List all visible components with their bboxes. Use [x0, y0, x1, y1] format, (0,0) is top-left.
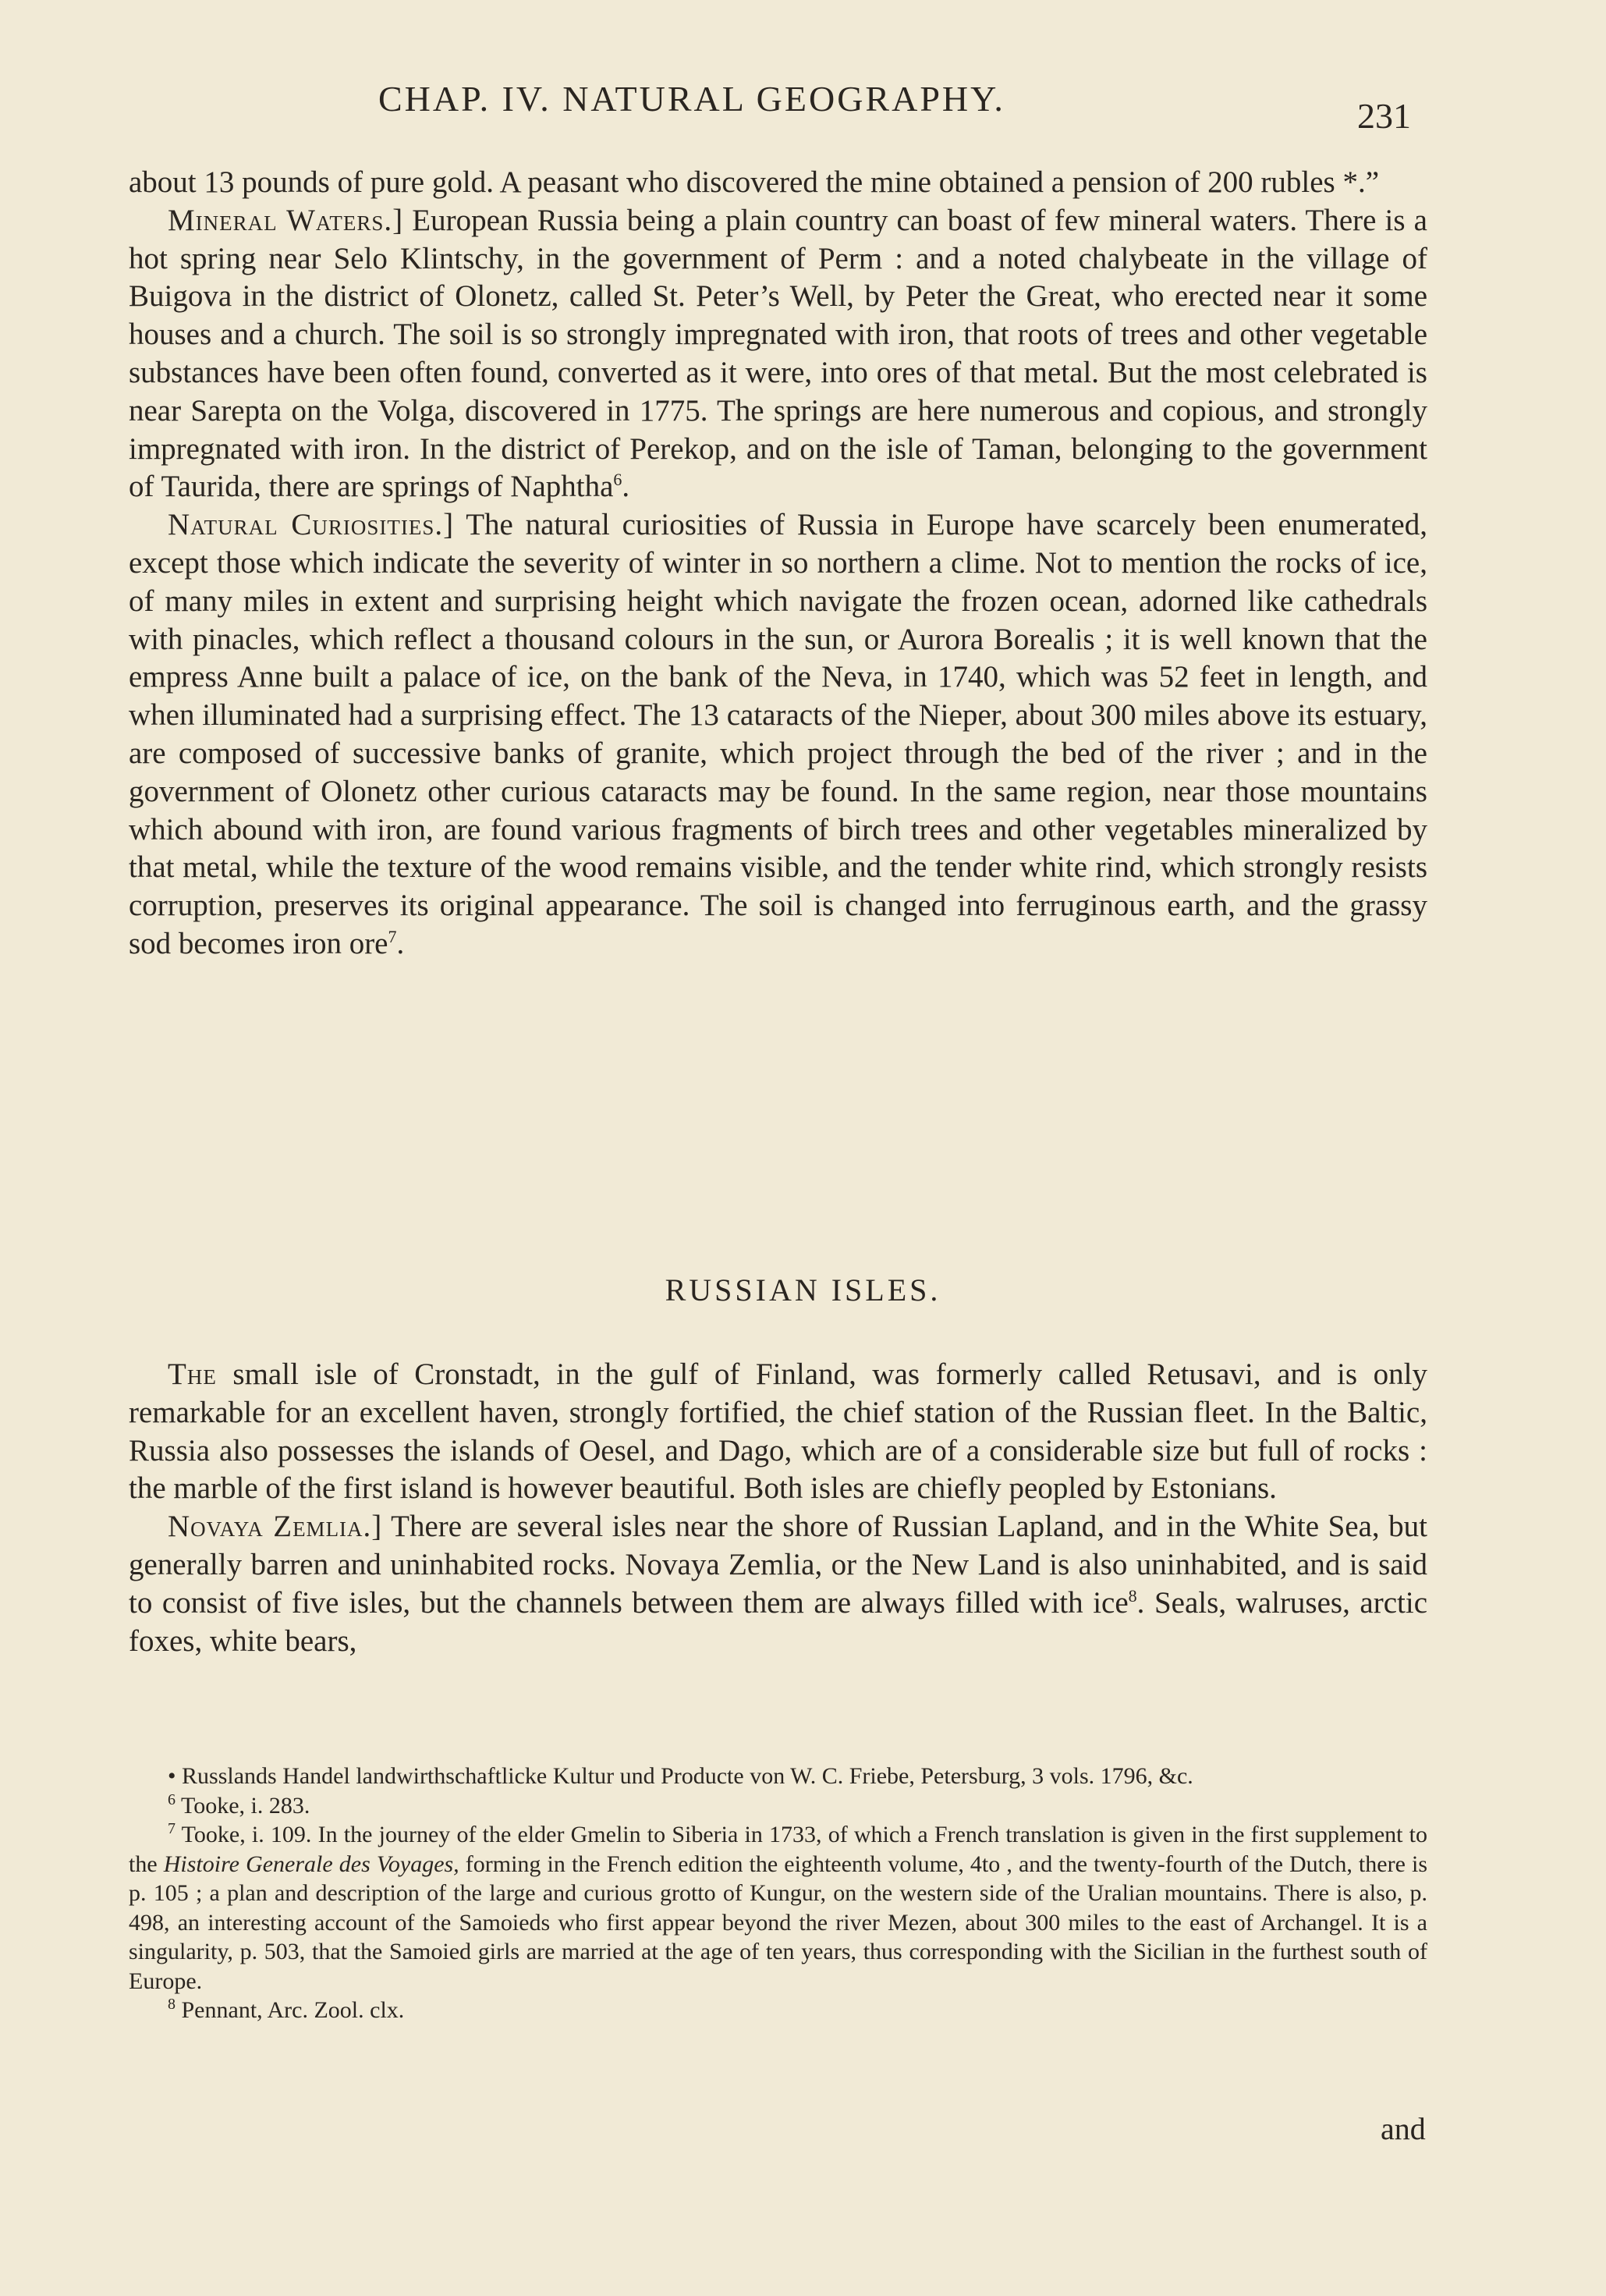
main-text	[129, 164, 1427, 963]
footnote-text: Tooke, i. 109. In the journey of the elder Gmelin to Siberia in 1733, of which a French translation is given in the first supplement to the	[129, 1822, 1427, 1877]
footnotes	[129, 1762, 1427, 2025]
footnote-star	[129, 1762, 1427, 1791]
paragraph-cronstadt	[129, 1356, 1427, 1508]
paragraph-natural-curiosities	[129, 506, 1427, 963]
running-head	[0, 78, 1606, 136]
footnote-6	[129, 1791, 1427, 1821]
paragraph-text: European Russia being a plain country can boast of few mineral waters. There is a hot spring near Selo Klintschy, in the government of Perm : and a noted chalybeate in the village of Buigova in the district of Olonetz, called St. Peter’s Well, by Peter the Great, who erected near it some houses and a church. The soil is so strongly impregnated with iron, that roots of trees and other vegetable substances have been often found, converted as it were, into ores of that metal. But the most celebrated is near Sarepta on the Volga, discovered in 1775. The springs are here numerous and copious, and strongly impregnated with iron. In the district of Perekop, and on the isle of Taman, belonging to the government of Taurida, there are springs of Naphtha	[129, 203, 1427, 504]
footnote-text: Russlands Handel landwirthschaftlicke Kultur und Producte von W. C. Friebe, Petersburg, 3 vols. 1796, &c.	[175, 1763, 1193, 1789]
footnote-text: Pennant, Arc. Zool. clx.	[175, 1997, 405, 2023]
book-title: Histoire Generale des Voyages,	[163, 1851, 459, 1877]
paragraph-text: about 13 pounds of pure gold. A peasant who discovered the mine obtained a pension of 200 rubles *.”	[129, 165, 1379, 199]
paragraph-text: The natural curiosities of Russia in Europe have scarcely been enumerated, except those which indicate the severity of winter in so northern a clime. Not to mention the rocks of ice, of many miles in extent and surprising height which navigate the frozen ocean, adorned like cathedrals with pinacles, which reflect a thousand colours in the sun, or Aurora Borealis ; it is well known that the empress Anne built a palace of ice, on the bank of the Neva, in 1740, which was 52 feet in length, and when illuminated had a surprising effect. The 13 cataracts of the Nieper, about 300 miles above its estuary, are composed of successive banks of granite, which project through the bed of the river ; and in the government of Olonetz other curious cataracts may be found. In the same region, near those mountains which abound with iron, are found various fragments of birch trees and other vegetables mineralized by that metal, while the texture of the wood remains visible, and the tender white rind, which strongly resists corruption, preserves its original appearance. The soil is changed into ferruginous earth, and the grassy sod becomes iron ore	[129, 508, 1427, 960]
footnote-ref-6[interactable]: 6	[613, 470, 622, 490]
section-lead-natural-curiosities: Natural Curiosities.]	[168, 508, 455, 542]
russian-isles-text	[129, 1356, 1427, 1660]
paragraph-mineral-waters	[129, 202, 1427, 506]
footnote-mark: 7	[168, 1820, 175, 1837]
punctuation: .	[622, 470, 630, 504]
section-lead-mineral-waters: Mineral Waters.]	[168, 203, 404, 237]
footnote-7	[129, 1820, 1427, 1996]
paragraph-gold	[129, 164, 1427, 202]
section-heading-russian-isles: RUSSIAN ISLES.	[665, 1272, 941, 1308]
footnote-8	[129, 1996, 1427, 2025]
catchword: and	[1381, 2111, 1426, 2146]
footnote-text: forming in the French edition the eighteenth volume, 4to , and the twenty-fourth of the Dutch, there is p. 105 ; a plan and description of the large and curious grotto of Kungur, on the western side of the Uralian mountains. There is also, p. 498, an interesting account of the Samoieds who first appear beyond the river Mezen, about 300 miles to the east of Archangel. It is a singularity, p. 503, that the Samoied girls are married at the age of ten years, thus corresponding with the Sicilian in the furthest south of Europe.	[129, 1851, 1427, 1994]
footnote-ref-7[interactable]: 7	[388, 926, 397, 946]
footnote-text: Tooke, i. 283.	[175, 1792, 310, 1819]
section-lead-novaya-zemlia: Novaya Zemlia.]	[168, 1510, 383, 1544]
paragraph-text: There are several isles near the shore of Russian Lapland, and in the White Sea, but generally barren and uninhabited rocks. Novaya Zemlia, or the New Land is also uninhabited, and is said to consist of five isles, but the channels between them are always filled with ice	[129, 1510, 1427, 1620]
page-number: 231	[1357, 96, 1411, 136]
drop-word: The	[168, 1357, 217, 1391]
footnote-mark: 8	[168, 1996, 175, 2013]
paragraph-novaya-zemlia	[129, 1508, 1427, 1660]
footnote-ref-8[interactable]: 8	[1128, 1585, 1137, 1606]
footnote-mark: 6	[168, 1790, 175, 1808]
paragraph-text: small isle of Cronstadt, in the gulf of Finland, was formerly called Retusavi, and is only remarkable for an excellent haven, strongly fortified, the chief station of the Russian fleet. In the Baltic, Russia also possesses the islands of Oesel, and Dago, which are of a considerable size but full of rocks : the marble of the first island is however beautiful. Both isles are chiefly peopled by Estonians.	[129, 1357, 1427, 1506]
punctuation: .	[396, 926, 405, 960]
paragraph-text: . Seals, walruses, arctic foxes, white bears,	[129, 1585, 1427, 1658]
footnote-mark: •	[168, 1763, 176, 1789]
running-title: CHAP. IV. NATURAL GEOGRAPHY.	[378, 79, 1005, 119]
